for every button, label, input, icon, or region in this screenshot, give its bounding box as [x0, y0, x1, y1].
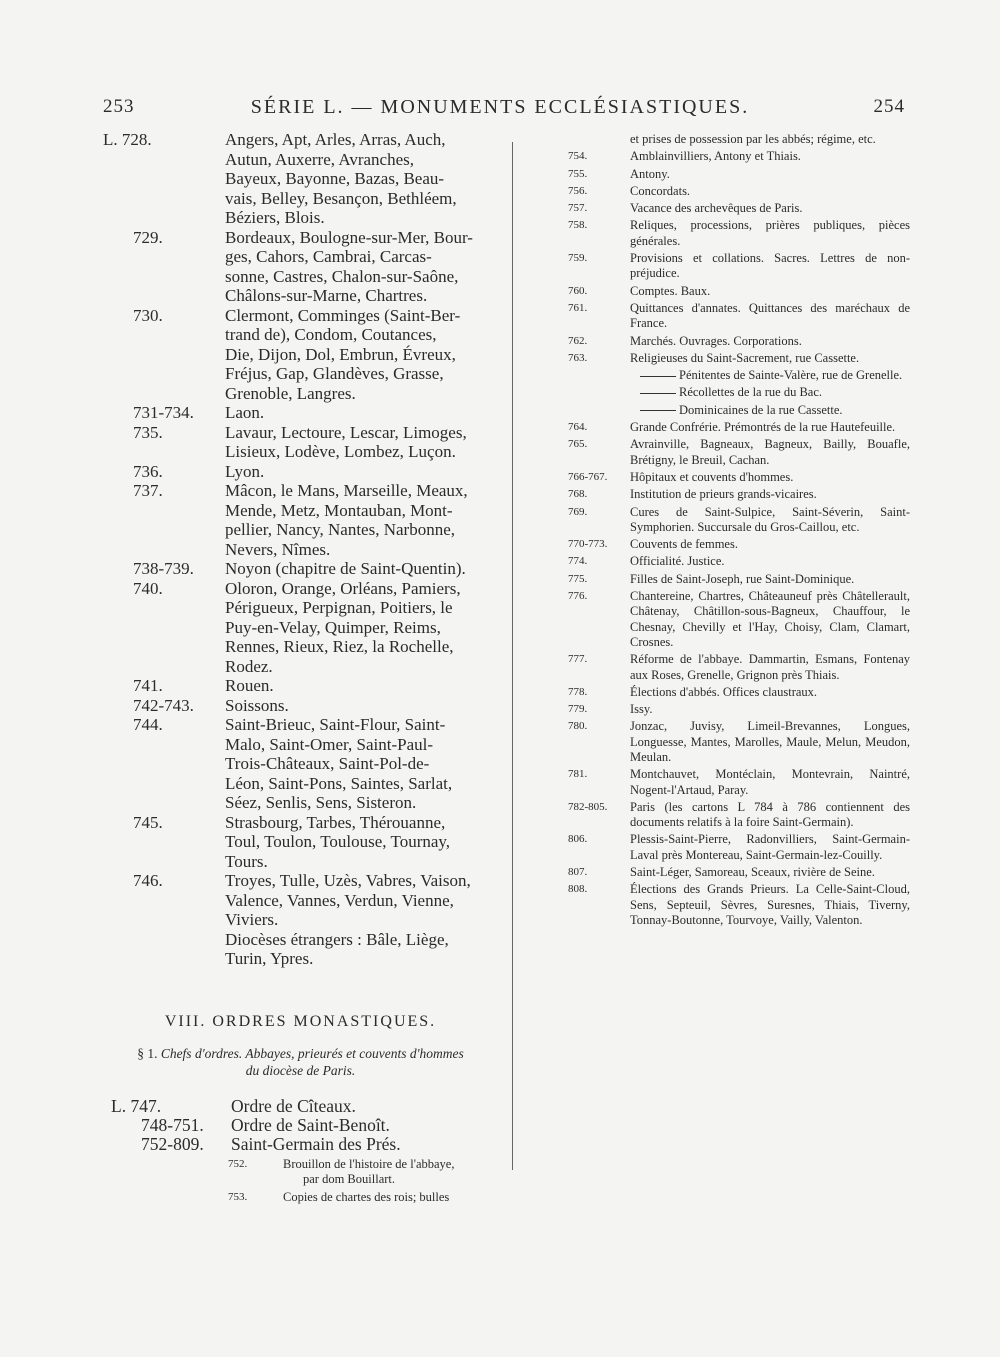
entry-line: Noyon (chapitre de Saint-Quentin). [225, 559, 466, 578]
entry-line: Hôpitaux et couvents d'hommes. [630, 469, 794, 484]
entry-number: 808. [568, 883, 588, 896]
entry-line: Officialité. Justice. [630, 554, 725, 569]
list-item [568, 218, 910, 249]
entry-text [630, 470, 910, 485]
entry-text [630, 149, 910, 164]
entry-line: Lisieux, Lodève, Lombez, Luçon. [225, 442, 456, 461]
entry-number: 766-767. [568, 470, 608, 483]
list-item [103, 423, 498, 462]
entry-number: 774. [568, 555, 588, 568]
entry-line: Copies de chartes des rois; bulles [283, 1189, 450, 1204]
entry-number: 741. [133, 676, 163, 695]
monastic-list [103, 1097, 498, 1154]
entry-number: 748-751. [141, 1114, 204, 1135]
section-heading: VIII. ORDRES MONASTIQUES. [164, 1012, 437, 1030]
entry-number: 807. [568, 866, 588, 879]
entry-number: 760. [568, 284, 588, 297]
entry-line: Filles de Saint-Joseph, rue Saint-Dominique. [630, 571, 855, 586]
entry-text [630, 301, 910, 332]
entry-line: Lyon. [225, 461, 265, 481]
list-item [568, 420, 910, 435]
list-item [630, 403, 910, 418]
entry-line: Viviers. [225, 910, 279, 929]
entry-number: 780. [568, 720, 588, 733]
entry-line: Rennes, Rieux, Riez, la Rochelle, [225, 637, 454, 656]
entry-text [630, 218, 910, 249]
list-item [568, 719, 910, 765]
list-item [568, 882, 910, 928]
entry-line: Rodez. [225, 656, 273, 676]
entry-line: Chantereine, Chartres, Châteauneuf près Châtellerault, Châtenay, Châtillon-sous-Bagneux, Chauffour, le Chesnay, Chevilly et l'Hay, Choisy, Clam, Clamart, Crosnes. [630, 589, 910, 649]
ditto-dash [640, 393, 676, 394]
right-column [568, 132, 910, 930]
entry-line: Reliques, processions, prières publiques, pièces générales. [630, 218, 910, 248]
entry-text [630, 437, 910, 468]
entry-line: et prises de possession par les abbés; régime, etc. [630, 132, 876, 146]
entry-line: Strasbourg, Tarbes, Thérouanne, [225, 812, 446, 832]
entry-line: Jonzac, Juvisy, Limeil-Brevannes, Longues, Longuesse, Mantes, Marolles, Maule, Melun, Meudon, Meulan. [630, 719, 910, 764]
entry-number: 730. [133, 305, 163, 325]
list-item [568, 437, 910, 468]
entry-text [630, 420, 910, 435]
entry-line: Bordeaux, Boulogne-sur-Mer, Bour- [225, 227, 473, 247]
subsection-text-cont: du diocèse de Paris. [245, 1062, 356, 1078]
entry-text [630, 251, 910, 282]
entry-number: 755. [568, 167, 588, 180]
entry-line: Grenoble, Langres. [225, 383, 356, 403]
entry-line: Mâcon, le Mans, Marseille, Meaux, [225, 481, 468, 500]
entry-line: Marchés. Ouvrages. Corporations. [630, 333, 802, 348]
entry-text [630, 201, 910, 216]
entry-number: 776. [568, 590, 588, 603]
list-item [103, 1116, 498, 1135]
entry-line: Troyes, Tulle, Uzès, Vabres, Vaison, [225, 871, 471, 890]
entry-line: Valence, Vannes, Verdun, Vienne, [225, 890, 454, 910]
entry-line: Réforme de l'abbaye. Dammartin, Esmans, Fontenay aux Roses, Grenelle, Grignon près Thiais. [630, 652, 910, 682]
entry-line: Angers, Apt, Arles, Arras, Auch, [225, 130, 446, 149]
list-item [103, 930, 498, 969]
list-item [568, 652, 910, 683]
entry-number: 761. [568, 301, 588, 314]
entry-number: 764. [568, 421, 588, 434]
entry-number: 738-739. [133, 559, 194, 578]
entry-text [630, 132, 910, 147]
entry-text [630, 882, 910, 928]
subsection-paragraph-mark: § 1. [137, 1045, 158, 1061]
entry-text: Saint-Germain des Prés. [231, 1133, 401, 1154]
entry-number: 779. [568, 703, 588, 716]
entry-line: Montchauvet, Montéclain, Montevrain, Naintré, Nogent-l'Artaud, Paray. [630, 767, 910, 797]
entry-number: 762. [568, 334, 588, 347]
entry-text [630, 351, 910, 366]
entry-line: Cures de Saint-Sulpice, Saint-Séverin, Saint-Symphorien. Succursale du Gros-Caillou, etc. [630, 504, 910, 534]
entry-line: Paris (les cartons L 784 à 786 contiennent des documents relatifs à la foire Saint-Germain). [630, 799, 910, 830]
entry-number: 777. [568, 653, 588, 666]
entry-line: Soissons. [225, 695, 289, 715]
entry-text: Ordre de Cîteaux. [231, 1095, 356, 1116]
list-item [568, 333, 910, 349]
entry-line: Puy-en-Velay, Quimper, Reims, [225, 617, 441, 637]
entry-line: Bayeux, Bayonne, Bazas, Beau- [225, 169, 445, 188]
entry-line: Oloron, Orange, Orléans, Pamiers, [225, 578, 461, 598]
entry-line: Pénitentes de Sainte-Valère, rue de Grenelle. [679, 368, 903, 383]
list-item [103, 228, 498, 306]
entry-number: 752. [228, 1157, 248, 1170]
page-number-left: 253 [103, 96, 135, 117]
list-item [568, 571, 910, 587]
list-item [103, 306, 498, 404]
entry-text [103, 130, 498, 228]
entry-number: L. 728. [103, 130, 152, 149]
list-item [103, 1190, 498, 1205]
ditto-dash [640, 410, 676, 411]
entry-number: 781. [568, 768, 588, 781]
entry-text [630, 767, 910, 798]
entry-number: 782-805. [568, 800, 608, 813]
entry-text [630, 537, 910, 552]
list-item [103, 1097, 498, 1116]
entry-text [630, 702, 910, 717]
entry-line: Lavaur, Lectoure, Lescar, Limoges, [225, 422, 467, 442]
entry-text [630, 184, 910, 199]
entry-number: 757. [568, 202, 588, 215]
entry-line: Couvents de femmes. [630, 537, 738, 552]
entry-line: Grande Confrérie. Prémontrés de la rue Hautefeuille. [630, 420, 896, 435]
entry-line: Plessis-Saint-Pierre, Radonvilliers, Saint-Germain-Laval près Montereau, Saint-Germain-lez-Couilly. [630, 832, 910, 862]
sub-item-list [103, 1157, 498, 1205]
entry-line: Die, Dijon, Dol, Embrun, Évreux, [225, 344, 456, 364]
entry-line: Trois-Châteaux, Saint-Pol-de- [225, 754, 430, 773]
entry-line: Élections des Grands Prieurs. La Celle-Saint-Cloud, Sens, Septeuil, Sèvres, Suresnes, Thiais, Tiverny, Tonnay-Boutonne, Tourvoye, Vailly, Valenton. [630, 882, 910, 927]
list-item [103, 481, 498, 559]
entry-line: Issy. [630, 702, 653, 717]
entry-number: 736. [133, 461, 163, 481]
list-item [103, 871, 498, 930]
entry-text [630, 800, 910, 831]
entry-line: vais, Belley, Besançon, Bethléem, [225, 188, 457, 208]
entry-line: Vacance des archevêques de Paris. [630, 201, 803, 216]
entry-line: trand de), Condom, Coutances, [225, 325, 437, 344]
entry-text [630, 554, 910, 569]
entry-text [630, 403, 910, 418]
entry-line: Rouen. [225, 676, 274, 695]
entry-line: Laon. [225, 403, 265, 422]
entry-text [630, 865, 910, 880]
entry-number: 769. [568, 505, 588, 518]
entry-number: 744. [133, 715, 163, 734]
entry-line: par dom Bouillart. [303, 1171, 395, 1186]
entry-line: Léon, Saint-Pons, Saintes, Sarlat, [225, 773, 453, 793]
entry-line: Saint-Léger, Samoreau, Sceaux, rivière de Seine. [630, 865, 875, 880]
entry-number: 745. [133, 812, 163, 832]
list-item [630, 385, 910, 400]
entry-line: Provisions et collations. Sacres. Lettres de non-préjudice. [630, 251, 910, 281]
entry-text [630, 505, 910, 536]
list-item [103, 696, 498, 716]
subsection-text: Chefs d'ordres. Abbayes, prieurés et couvents d'hommes [160, 1045, 464, 1061]
list-item [568, 350, 910, 366]
list-item [568, 767, 910, 798]
entry-number: 746. [133, 871, 163, 890]
entry-line: Turin, Ypres. [225, 949, 314, 968]
entry-text [630, 284, 910, 299]
entry-number: 770-773. [568, 538, 608, 551]
entry-number: 763. [568, 351, 588, 364]
entry-line: ges, Cahors, Cambrai, Carcas- [225, 247, 432, 266]
ditto-dash [640, 376, 676, 377]
page-number-right: 254 [873, 96, 905, 117]
entry-text [630, 487, 910, 502]
subsection-heading [113, 1045, 488, 1079]
entry-number: 740. [133, 578, 163, 598]
entry-text [630, 167, 910, 182]
entry-line: Élections d'abbés. Offices claustraux. [630, 684, 818, 699]
entry-line: Toul, Toulon, Toulouse, Tournay, [225, 832, 451, 851]
list-item [568, 201, 910, 216]
entry-line: Tours. [225, 851, 268, 871]
list-item [568, 799, 910, 831]
entry-line: Brouillon de l'histoire de l'abbaye, [283, 1156, 455, 1171]
left-column [103, 130, 498, 1205]
entry-line: Récollettes de la rue du Bac. [679, 385, 822, 400]
entry-line: Amblainvilliers, Antony et Thiais. [630, 149, 801, 164]
entry-number: 752-809. [141, 1133, 204, 1154]
list-item [103, 403, 498, 423]
column-divider [512, 142, 513, 1170]
entry-line: Quittances d'annates. Quittances des maréchaux de France. [630, 300, 910, 331]
list-item [568, 554, 910, 569]
entry-text [630, 652, 910, 683]
entry-line: Comptes. Baux. [630, 283, 711, 298]
entry-line: Mende, Metz, Montauban, Mont- [225, 500, 453, 520]
entry-line: Religieuses du Saint-Sacrement, rue Cassette. [630, 350, 860, 365]
entry-text [630, 385, 910, 400]
entry-line: Dominicaines de la rue Cassette. [679, 402, 843, 417]
list-item [568, 183, 910, 199]
entry-number: 765. [568, 438, 588, 451]
entry-text [630, 572, 910, 587]
entry-number: 742-743. [133, 695, 194, 715]
list-item [568, 504, 910, 536]
entry-text [630, 832, 910, 863]
entry-text [630, 589, 910, 650]
entry-number: 754. [568, 150, 588, 163]
entry-line: Séez, Senlis, Sens, Sisteron. [225, 793, 417, 812]
list-item [568, 251, 910, 282]
list-item [630, 132, 910, 147]
entry-number: 759. [568, 252, 588, 265]
entry-text [630, 334, 910, 349]
entry-line: Malo, Saint-Omer, Saint-Paul- [225, 734, 434, 754]
entry-number: 768. [568, 488, 588, 501]
entry-number: 753. [228, 1190, 248, 1203]
diocese-list [103, 130, 498, 969]
list-item [568, 149, 910, 164]
entry-line: pellier, Nancy, Nantes, Narbonne, [225, 520, 455, 539]
list-item [103, 676, 498, 696]
entry-text: Ordre de Saint-Benoît. [231, 1114, 390, 1135]
list-item [103, 462, 498, 482]
list-item [103, 579, 498, 677]
entry-line: Châlons-sur-Marne, Chartres. [225, 286, 428, 305]
list-item [568, 487, 910, 502]
list-item [568, 832, 910, 863]
entry-line: Nevers, Nîmes. [225, 539, 331, 559]
running-title: SÉRIE L. — MONUMENTS ECCLÉSIASTIQUES. [250, 96, 750, 118]
entry-text [630, 719, 910, 765]
entry-number: 735. [133, 422, 163, 442]
entry-text [630, 685, 910, 700]
entry-line: Saint-Brieuc, Saint-Flour, Saint- [225, 715, 446, 734]
list-item [568, 166, 910, 182]
entry-text [103, 1190, 498, 1205]
entry-line: Béziers, Blois. [225, 208, 325, 227]
list-item [568, 865, 910, 880]
list-item [568, 283, 910, 299]
list-item [568, 469, 910, 485]
entry-number: 737. [133, 481, 163, 500]
entry-line: Autun, Auxerre, Avranches, [225, 149, 414, 169]
entry-number: 758. [568, 219, 588, 232]
list-item [568, 300, 910, 332]
entry-line: Avrainville, Bagneaux, Bagneux, Bailly, Bouafle, Brétigny, le Breuil, Cachan. [630, 437, 910, 467]
entry-number: 806. [568, 833, 588, 846]
entry-number: 731-734. [133, 403, 194, 422]
entry-number: 729. [133, 227, 163, 247]
list-item [568, 589, 910, 650]
entry-line: sonne, Castres, Chalon-sur-Saône, [225, 266, 459, 286]
entry-line: Concordats. [630, 183, 691, 198]
entry-line: Fréjus, Gap, Glandèves, Grasse, [225, 364, 444, 383]
list-item [103, 813, 498, 872]
entry-line: Clermont, Comminges (Saint-Ber- [225, 305, 461, 325]
entry-line: Périgueux, Perpignan, Poitiers, le [225, 598, 453, 617]
list-item [103, 559, 498, 579]
list-item [103, 130, 498, 228]
list-item [103, 1157, 498, 1187]
entry-number: 778. [568, 685, 588, 698]
list-item [103, 1135, 498, 1154]
list-item [568, 702, 910, 717]
list-item [568, 537, 910, 552]
entry-text [103, 1157, 498, 1187]
entry-text [103, 930, 498, 969]
list-item [103, 715, 498, 813]
entry-line: Antony. [630, 166, 670, 181]
entry-line: Institution de prieurs grands-vicaires. [630, 487, 817, 502]
entry-text [630, 368, 910, 383]
entry-number: L. 747. [111, 1095, 162, 1116]
entry-number: 756. [568, 184, 588, 197]
entry-number: 775. [568, 572, 588, 585]
list-item [568, 684, 910, 700]
entry-line: Diocèses étrangers : Bâle, Liège, [225, 929, 449, 949]
list-item [630, 368, 910, 383]
